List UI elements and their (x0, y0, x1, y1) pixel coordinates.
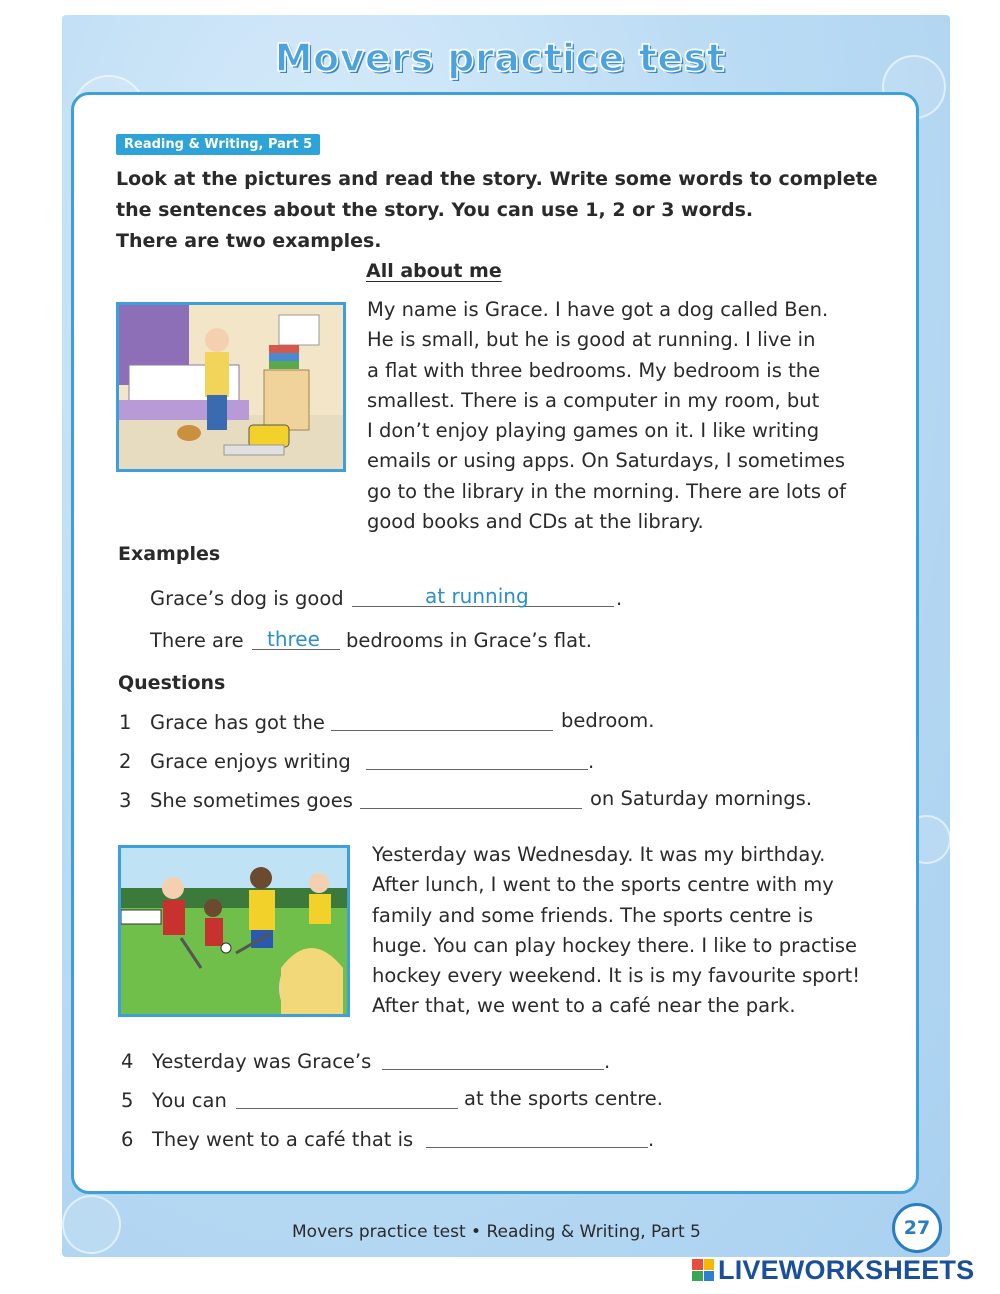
footer-text: Movers practice test • Reading & Writing, Part 5 (292, 1222, 701, 1242)
question-6-before: They went to a café that is (152, 1128, 414, 1151)
story-line: huge. You can play hockey there. I like to practise (372, 933, 857, 957)
example-1-before: Grace’s dog is good (150, 587, 344, 610)
story-line: My name is Grace. I have got a dog called Ben. (367, 298, 829, 321)
story-line: good books and CDs at the library. (367, 510, 704, 534)
question-2-before: Grace enjoys writing (150, 750, 351, 773)
question-5-before: You can (152, 1089, 227, 1112)
page-number: 27 (892, 1203, 942, 1253)
story-line: After that, we went to a café near the park. (372, 994, 796, 1018)
story-part-2 (372, 840, 860, 1022)
example-1-answer: at running (425, 584, 529, 608)
question-number: 1 (119, 711, 132, 734)
story-line: hockey every weekend. It is is my favourite sport! (372, 964, 861, 988)
bedroom-scene-icon (119, 305, 343, 469)
liveworksheets-grid-icon (692, 1259, 714, 1281)
story-line: smallest. There is a computer in my room, but (367, 388, 820, 412)
question-number: 2 (119, 750, 132, 773)
story-line: Yesterday was Wednesday. It was my birthday. (372, 843, 826, 866)
question-1-before: Grace has got the (150, 711, 325, 734)
story-line: I don’t enjoy playing games on it. I like writing (367, 419, 820, 443)
liveworksheets-logo (692, 1255, 974, 1285)
story-line: family and some friends. The sports centre is (372, 903, 814, 927)
question-5-answer-field[interactable] (236, 1108, 458, 1109)
question-5-after: at the sports centre. (464, 1087, 663, 1110)
questions-heading: Questions (118, 672, 226, 694)
liveworksheets-wordmark: LIVEWORKSHEETS (718, 1254, 975, 1285)
example-2-answer: three (267, 627, 320, 651)
question-2-answer-field[interactable] (366, 769, 588, 770)
instruction-line: the sentences about the story. You can use 1, 2 or 3 words. (116, 199, 754, 221)
instruction-line: Look at the pictures and read the story. Write some words to complete (116, 168, 878, 190)
question-4-after: . (604, 1050, 611, 1073)
story-line: a flat with three bedrooms. My bedroom is the (367, 358, 821, 382)
question-3-answer-field[interactable] (360, 808, 582, 809)
section-tag: Reading & Writing, Part 5 (116, 134, 320, 155)
question-6-after: . (648, 1128, 655, 1151)
example-1-after: . (616, 587, 623, 610)
question-number: 4 (121, 1050, 134, 1073)
question-number: 5 (121, 1089, 134, 1112)
story-line: He is small, but he is good at running. I live in (367, 328, 816, 352)
story-title: All about me (366, 260, 502, 282)
bedroom-illustration (116, 302, 346, 472)
story-part-1 (367, 295, 846, 537)
question-6-answer-field[interactable] (426, 1147, 648, 1148)
question-3-after: on Saturday mornings. (590, 787, 813, 810)
hockey-illustration (118, 845, 350, 1017)
question-4-before: Yesterday was Grace’s (152, 1050, 372, 1073)
story-line: go to the library in the morning. There are lots of (367, 479, 847, 503)
examples-heading: Examples (118, 543, 221, 565)
question-4-answer-field[interactable] (382, 1069, 604, 1070)
hockey-scene-icon (121, 848, 347, 1014)
story-line: emails or using apps. On Saturdays, I sometimes (367, 449, 845, 473)
question-1-answer-field[interactable] (331, 730, 553, 731)
instructions (116, 164, 876, 257)
instruction-line: There are two examples. (116, 230, 382, 252)
question-number: 6 (121, 1128, 134, 1151)
story-line: After lunch, I went to the sports centre with my (372, 873, 834, 897)
example-2-after: bedrooms in Grace’s flat. (346, 629, 592, 652)
question-2-after: . (588, 750, 595, 773)
decorative-bubble (62, 1195, 121, 1254)
question-1-after: bedroom. (561, 709, 655, 732)
question-3-before: She sometimes goes (150, 789, 353, 812)
page-title: Movers practice test (274, 36, 726, 80)
question-number: 3 (119, 789, 132, 812)
example-2-before: There are (150, 629, 244, 652)
